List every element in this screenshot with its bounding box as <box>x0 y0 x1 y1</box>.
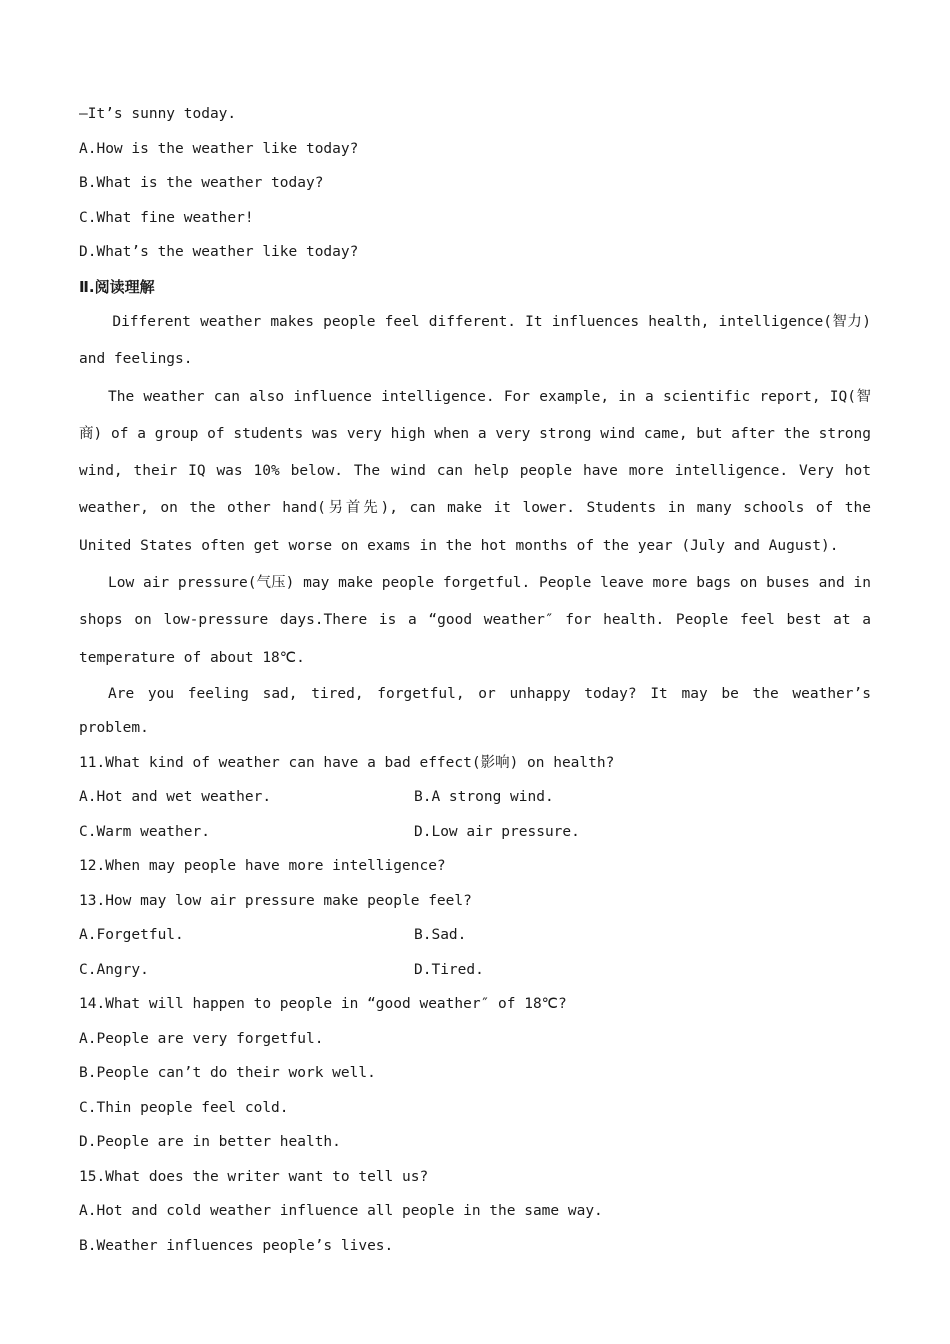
option: A.Forgetful. <box>79 927 184 944</box>
question-15 <box>79 1160 871 1264</box>
question-stem: 13.How may low air pressure make people feel? <box>79 892 472 909</box>
question-stem: 11.What kind of weather can have a bad effect(影响) on health? <box>79 754 615 771</box>
option: D.People are in better health. <box>79 1134 341 1151</box>
question-13 <box>79 884 871 988</box>
passage-paragraph: Different weather makes people feel different. It influences health, intelligence(智力) and feelings. <box>79 314 871 368</box>
answer-line: —It’s sunny today. <box>79 106 237 122</box>
option: D.What’s the weather like today? <box>79 244 359 260</box>
option-row <box>79 953 871 988</box>
option: B.Sad. <box>414 927 467 944</box>
section-heading: Ⅱ.阅读理解 <box>79 277 155 296</box>
question-12 <box>79 849 871 884</box>
option: C.Thin people feel cold. <box>79 1099 289 1116</box>
option: D.Tired. <box>414 961 484 978</box>
option: C.Warm weather. <box>79 823 210 840</box>
option: C.What fine weather! <box>79 209 254 226</box>
question-stem: 14.What will happen to people in “good weather″ of 18℃? <box>79 996 567 1013</box>
option: B.A strong wind. <box>414 789 554 806</box>
option: D.Low air pressure. <box>414 823 580 840</box>
question-stem: 15.What does the writer want to tell us? <box>79 1168 429 1185</box>
option: B.What is the weather today? <box>79 175 324 191</box>
option: A.People are very forgetful. <box>79 1030 324 1047</box>
option: B.People can’t do their work well. <box>79 1065 376 1082</box>
exam-page <box>79 97 871 1263</box>
option: A.Hot and wet weather. <box>79 789 272 806</box>
passage-paragraph: Low air pressure(气压) may make people forgetful. People leave more bags on buses and in shops on low-pressure days.There is a “good weather″ for health. People feel best at a temperature of about 18℃. <box>79 575 871 666</box>
question-14 <box>79 987 871 1160</box>
option: C.Angry. <box>79 961 149 978</box>
option: A.How is the weather like today? <box>79 140 359 157</box>
option: A.Hot and cold weather influence all people in the same way. <box>79 1203 603 1220</box>
question-11 <box>79 746 871 850</box>
option: B.Weather influences people’s lives. <box>79 1237 394 1254</box>
option-row <box>79 780 871 815</box>
question-stem: 12.When may people have more intelligence? <box>79 858 446 875</box>
reading-passage <box>79 304 871 746</box>
option-row <box>79 815 871 850</box>
passage-paragraph: Are you feeling sad, tired, forgetful, or unhappy today? It may be the weather’s problem. <box>79 685 871 737</box>
option-row <box>79 918 871 953</box>
passage-paragraph: The weather can also influence intelligence. For example, in a scientific report, IQ(智商) of a group of students was very high when a very strong wind came, but after the strong wind, their IQ was 10% below. The wind can help people have more intelligence. Very hot weather, on the other hand(另首先), can make it lower. Students in many schools of the United States often get worse on exams in the hot months of the year (July and August). <box>79 388 871 554</box>
